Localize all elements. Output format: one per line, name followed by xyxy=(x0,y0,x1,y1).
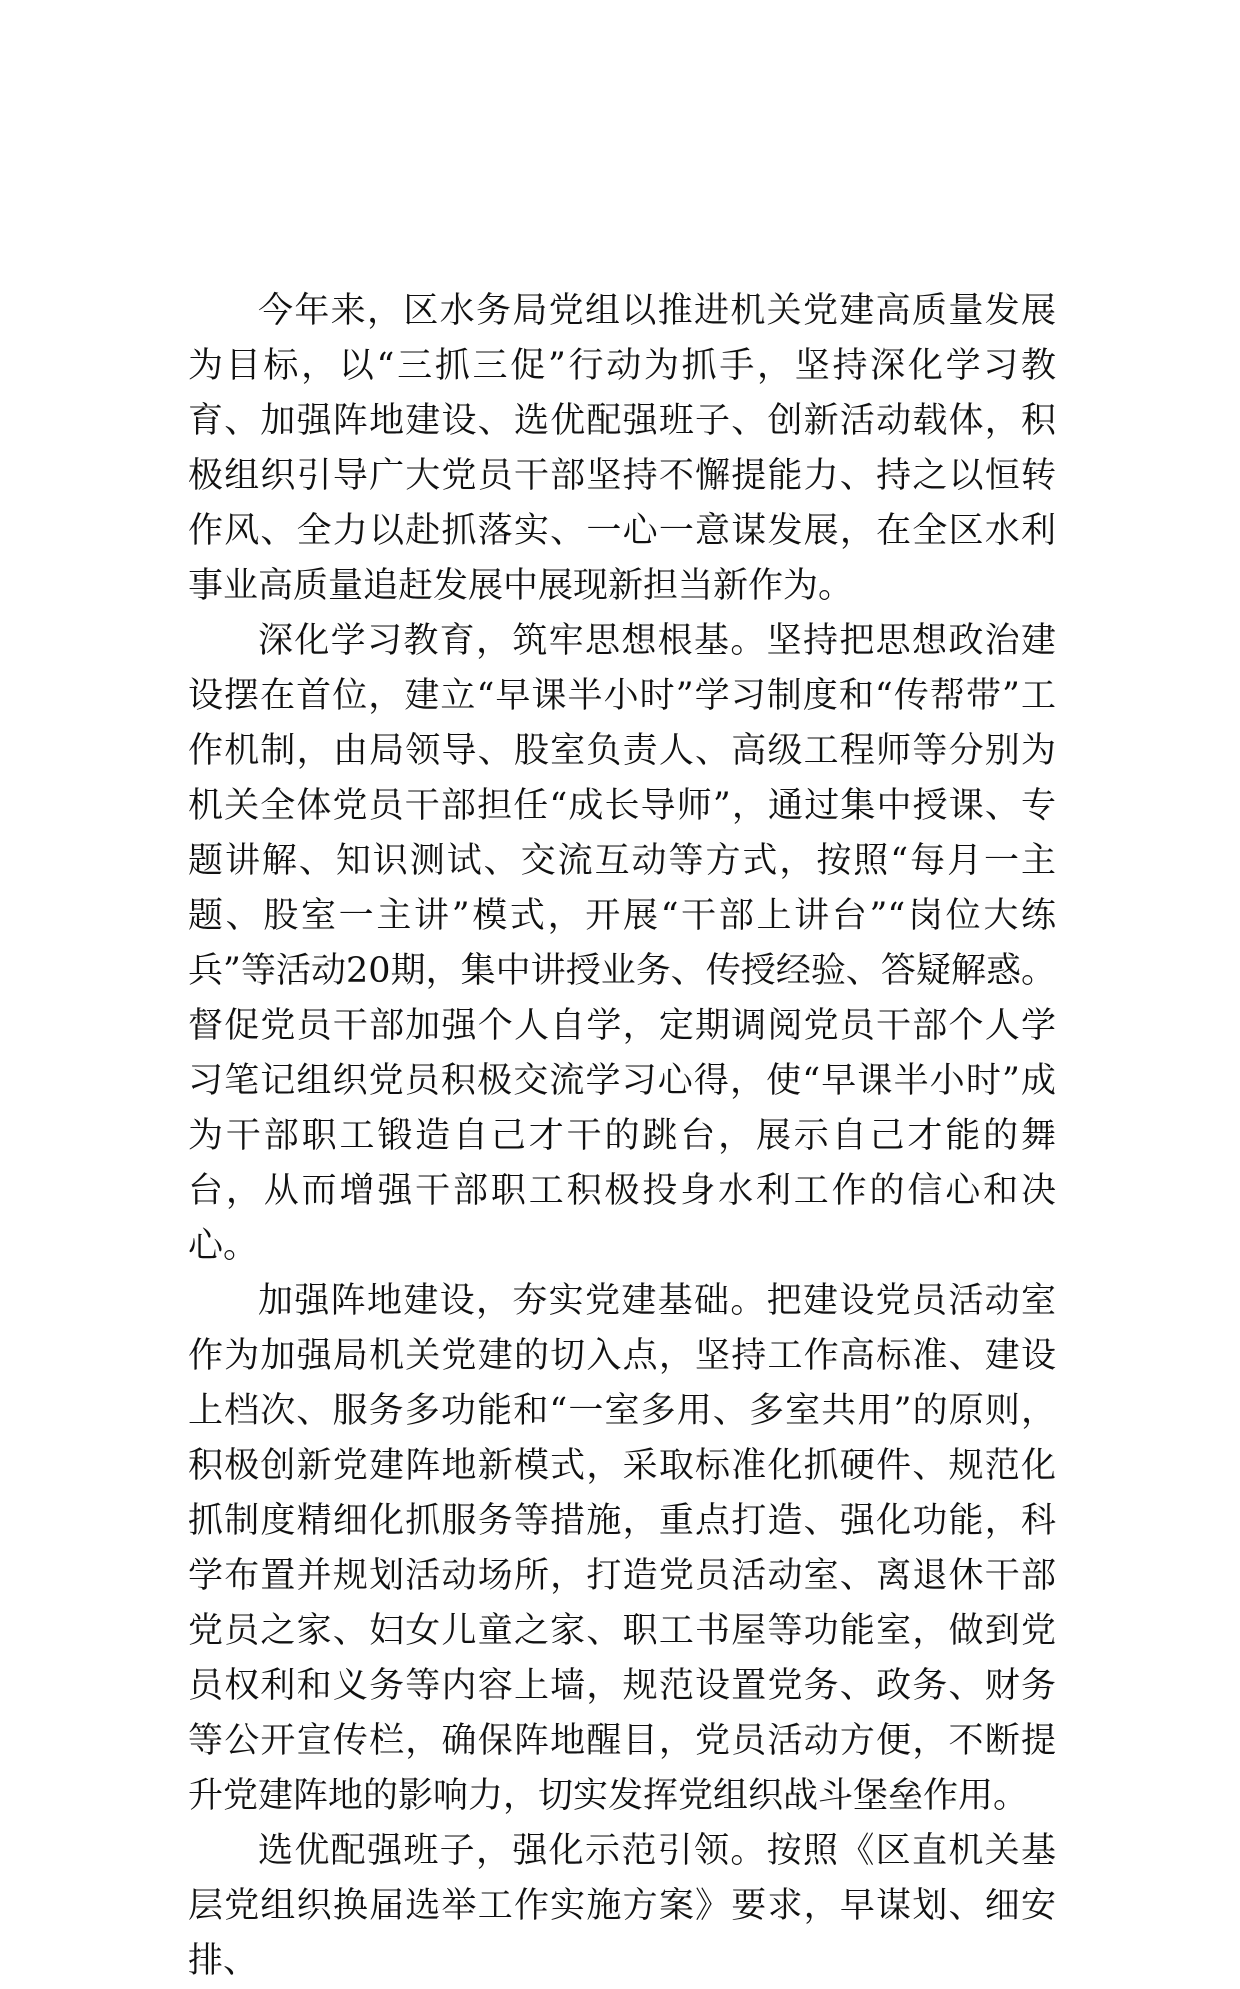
paragraph-study-education: 深化学习教育，筑牢思想根基。坚持把思想政治建设摆在首位，建立“早课半小时”学习制度和“传帮带”工作机制，由局领导、股室负责人、高级工程师等分别为机关全体党员干部担任“成长导师”，通过集中授课、专题讲解、知识测试、交流互动等方式，按照“每月一主题、股室一主讲”模式，开展“干部上讲台”“岗位大练兵”等活动20期，集中讲授业务、传授经验、答疑解惑。督促党员干部加强个人自学，定期调阅党员干部个人学习笔记组织党员积极交流学习心得，使“早课半小时”成为干部职工锻造自己才干的跳台，展示自己才能的舞台，从而增强干部职工积极投身水利工作的信心和决心。 xyxy=(188,621,1056,1266)
document-body xyxy=(188,284,1056,1989)
paragraph-team-selection: 选优配强班子，强化示范引领。按照《区直机关基层党组织换届选举工作实施方案》要求，早谋划、细安排、 xyxy=(188,1831,1056,1981)
paragraph-intro: 今年来，区水务局党组以推进机关党建高质量发展为目标，以“三抓三促”行动为抓手，坚持深化学习教育、加强阵地建设、选优配强班子、创新活动载体，积极组织引导广大党员干部坚持不懈提能力、持之以恒转作风、全力以赴抓落实、一心一意谋发展，在全区水利事业高质量追赶发展中展现新担当新作为。 xyxy=(188,291,1056,606)
paragraph-position-building: 加强阵地建设，夯实党建基础。把建设党员活动室作为加强局机关党建的切入点，坚持工作高标准、建设上档次、服务多功能和“一室多用、多室共用”的原则，积极创新党建阵地新模式，采取标准化抓硬件、规范化抓制度精细化抓服务等措施，重点打造、强化功能，科学布置并规划活动场所，打造党员活动室、离退休干部党员之家、妇女儿童之家、职工书屋等功能室，做到党员权利和义务等内容上墙，规范设置党务、政务、财务等公开宣传栏，确保阵地醒目，党员活动方便，不断提升党建阵地的影响力，切实发挥党组织战斗堡垒作用。 xyxy=(188,1281,1056,1816)
